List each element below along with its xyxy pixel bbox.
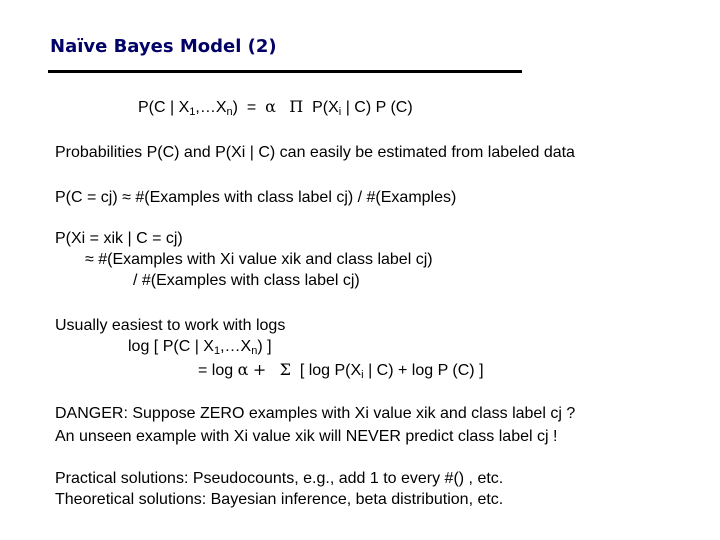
sigma-symbol: Σ	[279, 360, 291, 379]
text-line-class-prior: P(C = cj) ≈ #(Examples with class label cj) / #(Examples)	[55, 189, 457, 206]
log-expansion-line	[198, 361, 484, 380]
log-expansion-end: | C) + log P (C) ]	[368, 362, 484, 379]
formula-rhs-end: | C) P (C)	[345, 99, 413, 116]
text-line-conditional-denominator: / #(Examples with class label cj)	[133, 272, 360, 289]
formula-equals: =	[246, 99, 257, 116]
slide-title: Naïve Bayes Model (2)	[50, 36, 277, 57]
formula-sub-1: 1	[189, 106, 196, 118]
text-line-theoretical: Theoretical solutions: Bayesian inference, beta distribution, etc.	[55, 491, 504, 508]
log-formula-sub-1: 1	[213, 345, 221, 357]
log-expansion-mid: [ log P(X	[299, 362, 362, 379]
log-formula-end: ) ]	[257, 338, 272, 355]
text-line-danger: DANGER: Suppose ZERO examples with Xi value xik and class label cj ?	[55, 405, 576, 422]
log-formula-mid: ,…X	[220, 338, 252, 355]
log-formula-line	[128, 338, 272, 356]
text-line-conditional-numerator: ≈ #(Examples with Xi value xik and class label cj)	[85, 251, 433, 268]
plus-symbol: +	[252, 360, 267, 379]
text-line-conditional: P(Xi = xik | C = cj)	[55, 230, 183, 247]
text-line-logs: Usually easiest to work with logs	[55, 317, 286, 334]
formula-lhs-start: P(C | X	[138, 99, 190, 116]
text-line-practical: Practical solutions: Pseudocounts, e.g., add 1 to every #() , etc.	[55, 470, 504, 487]
formula-lhs-close: )	[232, 99, 238, 116]
text-line-probabilities: Probabilities P(C) and P(Xi | C) can easily be estimated from labeled data	[55, 144, 575, 161]
alpha-symbol: α	[237, 360, 249, 379]
text-line-unseen: An unseen example with Xi value xik will NEVER predict class label cj !	[55, 428, 558, 445]
naive-bayes-formula	[138, 98, 413, 117]
product-symbol: Π	[289, 97, 304, 116]
formula-sub-i: i	[338, 106, 342, 118]
formula-sub-n: n	[226, 106, 233, 118]
log-formula-start: log [ P(C | X	[128, 338, 214, 355]
alpha-symbol: α	[265, 97, 276, 116]
log-formula-sub-n: n	[251, 345, 258, 357]
log-expansion-sub-i: i	[361, 369, 364, 381]
log-expansion-start: = log	[198, 362, 234, 379]
formula-rhs-start: P(X	[312, 99, 339, 116]
title-underline	[48, 70, 522, 73]
formula-lhs-mid: ,…X	[195, 99, 227, 116]
